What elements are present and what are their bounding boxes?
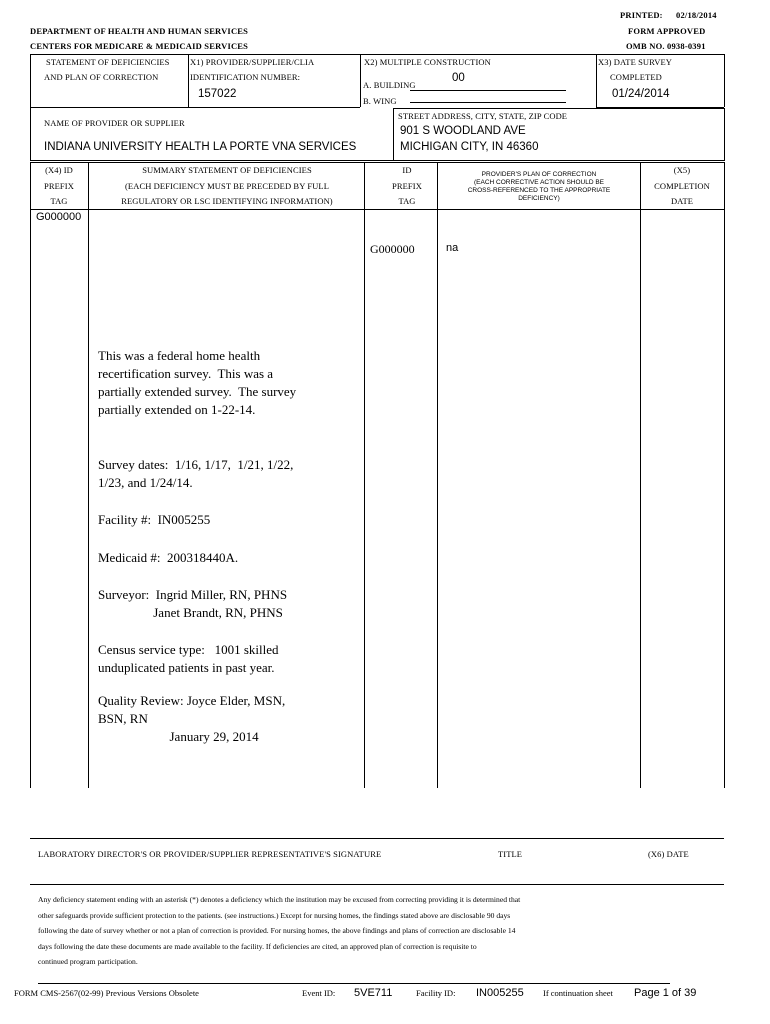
wing-underline [410, 102, 566, 103]
provider-name-value: INDIANA UNIVERSITY HEALTH LA PORTE VNA SERVICES [44, 141, 357, 153]
building-value: 00 [452, 72, 465, 84]
form-approved: FORM APPROVED [628, 26, 706, 36]
summary-line: unduplicated patients in past year. [98, 660, 275, 675]
disclaimer-line: days following the date these documents are made available to the facility. If deficiencies are cited, an approved plan of correction is requisite to [38, 941, 477, 951]
disclaimer-line: other safeguards provide sufficient protection to the patients. (see instructions.) Except for nursing homes, the findings stated above are disclosable 90 days [38, 910, 511, 920]
summary-line: Medicaid #: 200318440A. [98, 550, 239, 565]
x5-header-2: COMPLETION [654, 181, 710, 191]
rule [30, 108, 31, 161]
event-id-label: Event ID: [302, 988, 336, 998]
summary-line: recertification survey. This was a [98, 366, 274, 381]
form-number: FORM CMS-2567(02-99) Previous Versions Obsolete [14, 988, 199, 998]
address-line-2: MICHIGAN CITY, IN 46360 [400, 141, 539, 153]
rule [30, 160, 394, 161]
printed-date: 02/18/2014 [676, 10, 717, 20]
disclaimer-line: continued program participation. [38, 957, 138, 966]
rule [30, 209, 724, 210]
summary-header-2: (EACH DEFICIENCY MUST BE PRECEDED BY FULL [124, 181, 330, 191]
rule [30, 107, 360, 108]
x1-label: X1) PROVIDER/SUPPLIER/CLIA [190, 57, 315, 67]
plan-of-correction-text: na [446, 242, 459, 254]
x2-label: X2) MULTIPLE CONSTRUCTION [364, 57, 491, 67]
x4-header: (X4) ID [45, 165, 73, 175]
summary-header-3: REGULATORY OR LSC IDENTIFYING INFORMATION) [121, 196, 333, 206]
date-label: (X6) DATE [648, 849, 689, 859]
x5-header: (X5) [673, 165, 691, 175]
summary-line: 1/23, and 1/24/14. [98, 475, 193, 490]
summary-line: Census service type: 1001 skilled [98, 642, 279, 657]
signature-label: LABORATORY DIRECTOR'S OR PROVIDER/SUPPLIER REPRESENTATIVE'S SIGNATURE [38, 849, 382, 859]
summary-paragraph [98, 329, 296, 437]
summary-line: This was a federal home health [98, 348, 261, 363]
rule [596, 54, 597, 107]
rule [30, 884, 724, 885]
x5-header-3: DATE [670, 196, 694, 206]
facility-id-label: Facility ID: [416, 988, 456, 998]
rule [724, 54, 725, 107]
disclaimer-line: following the date of survey whether or not a plan of correction is provided. For nursing homes, the above findings and plans of correction are disclosable 14 [38, 926, 516, 935]
rule [38, 983, 670, 984]
summary-line: Surveyor: Ingrid Miller, RN, PHNS [98, 587, 288, 602]
provider-name-label: NAME OF PROVIDER OR SUPPLIER [44, 118, 185, 128]
rule [30, 54, 31, 107]
column-divider [364, 162, 365, 788]
column-divider [88, 162, 89, 788]
continuation-label: If continuation sheet [543, 988, 613, 998]
quality-review-paragraph [98, 674, 285, 764]
summary-line: Facility #: IN005255 [98, 512, 211, 527]
column-divider [640, 162, 641, 788]
omb-number: OMB NO. 0938-0391 [626, 41, 706, 51]
x3-label-2: COMPLETED [610, 72, 662, 82]
rule [30, 838, 724, 839]
x4-header-3: TAG [50, 196, 68, 206]
building-underline [410, 90, 566, 91]
disclaimer-text [38, 892, 722, 970]
rule [188, 54, 189, 107]
rule [30, 54, 724, 55]
facility-id-value: IN005255 [476, 987, 524, 999]
building-label: A. BUILDING [363, 80, 416, 90]
column-divider [724, 162, 725, 788]
department-title: DEPARTMENT OF HEALTH AND HUMAN SERVICES [30, 26, 249, 36]
summary-line: partially extended on 1-22-14. [98, 402, 256, 417]
rule [360, 54, 361, 107]
summary-line: BSN, RN [98, 711, 148, 726]
rule [393, 108, 724, 109]
plan-header-4: DEFICIENCY) [518, 195, 560, 202]
rule [724, 108, 725, 161]
event-id-value: 5VE711 [354, 987, 393, 999]
correction-prefix-tag: G000000 [370, 242, 415, 256]
address-line-1: 901 S WOODLAND AVE [400, 125, 526, 137]
x4-header-2: PREFIX [44, 181, 74, 191]
title-label: TITLE [498, 849, 523, 859]
summary-line: January 29, 2014 [98, 729, 259, 744]
id-header-2: PREFIX [392, 181, 422, 191]
address-label: STREET ADDRESS, CITY, STATE, ZIP CODE [398, 111, 568, 121]
column-divider [437, 162, 438, 788]
survey-date-value: 01/24/2014 [612, 88, 670, 100]
plan-header-2: (EACH CORRECTIVE ACTION SHOULD BE [473, 179, 605, 186]
column-divider [30, 162, 31, 788]
id-header: ID [402, 165, 412, 175]
rule [393, 108, 394, 161]
plan-label: AND PLAN OF CORRECTION [44, 72, 159, 82]
x3-label: X3) DATE SURVEY [598, 57, 673, 67]
summary-header: SUMMARY STATEMENT OF DEFICIENCIES [142, 165, 312, 175]
printed-label: PRINTED: [620, 10, 663, 20]
disclaimer-line: Any deficiency statement ending with an asterisk (*) denotes a deficiency which the institution may be excused from correcting providing it is determined that [38, 895, 521, 904]
summary-line: partially extended survey. The survey [98, 384, 297, 399]
summary-line: Quality Review: Joyce Elder, MSN, [98, 693, 286, 708]
rule [30, 162, 724, 163]
plan-header-3: CROSS-REFERENCED TO THE APPROPRIATE [467, 187, 611, 194]
page-number: Page 1 of 39 [634, 987, 697, 999]
centers-title: CENTERS FOR MEDICARE & MEDICAID SERVICES [30, 41, 249, 51]
provider-id-value: 157022 [198, 88, 237, 100]
summary-line: Survey dates: 1/16, 1/17, 1/21, 1/22, [98, 457, 294, 472]
rule [393, 160, 724, 161]
x1-label-2: IDENTIFICATION NUMBER: [190, 72, 301, 82]
statement-label: STATEMENT OF DEFICIENCIES [46, 57, 170, 67]
id-header-3: TAG [398, 196, 416, 206]
summary-line: Janet Brandt, RN, PHNS [98, 605, 283, 620]
wing-label: B. WING [363, 96, 397, 106]
plan-header: PROVIDER'S PLAN OF CORRECTION [481, 171, 597, 178]
deficiency-prefix-tag: G000000 [36, 211, 82, 223]
